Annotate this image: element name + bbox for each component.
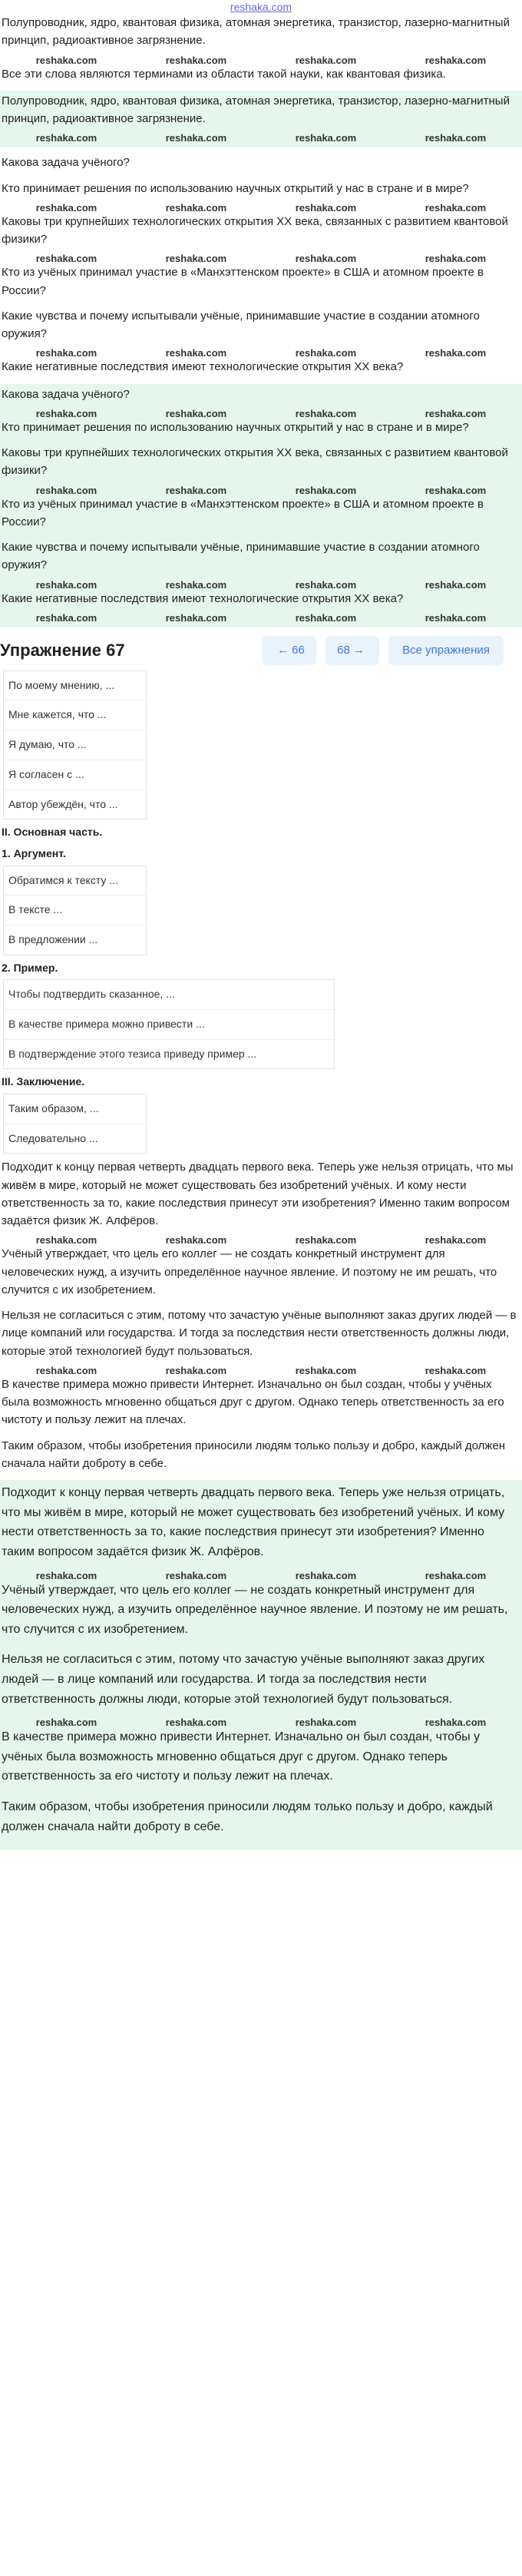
watermark: reshaka.com xyxy=(425,611,487,624)
terms-text: Полупроводник, ядро, квантовая физика, атомная энергетика, транзистор, лазерно-магнитный принцип, радиоактивное загрязнение. xyxy=(2,16,510,48)
question: Какова задача учёного? xyxy=(2,156,130,170)
watermark: reshaka.com xyxy=(295,201,357,214)
prev-exercise-label: 66 xyxy=(292,643,305,657)
watermark: reshaka.com xyxy=(35,253,97,265)
watermark: reshaka.com xyxy=(425,253,487,265)
question: Какова задача учёного? xyxy=(2,387,130,401)
question: Кто из учёных принимал участие в «Манхэттенском проекте» в США и атомном проекте в России? xyxy=(2,266,484,297)
watermark: reshaka.com xyxy=(295,1234,357,1247)
watermark: reshaka.com xyxy=(35,578,97,591)
watermark: reshaka.com xyxy=(425,1717,487,1729)
watermark: reshaka.com xyxy=(425,484,487,496)
statement-text: Все эти слова являются терминами из области такой науки, как квантовая физика. xyxy=(2,67,446,81)
terms-highlight-text: Полупроводник, ядро, квантовая физика, атомная энергетика, транзистор, лазерно-магнитный принцип, радиоактивное загрязнение. xyxy=(2,94,510,125)
phrase-cell: Следовательно ... xyxy=(8,1131,98,1144)
watermark: reshaka.com xyxy=(425,132,487,144)
phrase-cell: Автор убеждён, что ... xyxy=(8,797,118,810)
phrase-cell: Таким образом, ... xyxy=(4,1094,146,1124)
arrow-left-icon: ← xyxy=(277,643,289,657)
watermark: reshaka.com xyxy=(295,253,357,265)
question: Кто принимает решения по использованию научных открытий у нас в стране и в мире? xyxy=(2,181,469,195)
watermark: reshaka.com xyxy=(295,578,357,591)
watermark-row xyxy=(2,612,520,624)
watermark: reshaka.com xyxy=(35,611,97,624)
main-part-title: II. Основная часть. xyxy=(2,826,103,839)
phrase-cell: В предложении ... xyxy=(8,932,98,945)
essay-paragraph: Подходит к концу первая четверть двадцать первого века. Теперь уже нельзя отрицать, что мы живём в мире, который не может существовать без изобретений учёных. И кому нести ответственность за то, какие последствия принесут эти изобретения? Именно таким вопросом задаётся физик Ж. Алфёров. xyxy=(2,1486,505,1558)
essay-paragraph: Нельзя не согласиться с этим, потому что зачастую учёные выполняют заказ других людей — в лице компаний или государства. И тогда за последствия нести ответственность должны люди, которые этой технологией будут пользоваться. xyxy=(2,1653,485,1706)
watermark: reshaka.com xyxy=(295,1717,357,1729)
phrase-cell: Чтобы подтвердить сказанное, ... xyxy=(4,980,334,1010)
intro-phrases-table xyxy=(3,670,147,819)
essay-paragraph: В качестве примера можно привести Интернет. Изначально он был создан, чтобы у учёных была возможность мгновенно общаться друг с другом. Однако теперь ответственность за его чистоту и пользу лежит на плечах. xyxy=(2,1730,481,1783)
terms-highlight xyxy=(0,91,522,148)
phrase-cell: В качестве примера можно привести ... xyxy=(4,1010,334,1040)
question: Кто принимает решения по использованию научных открытий у нас в стране и в мире? xyxy=(2,420,469,434)
watermark: reshaka.com xyxy=(165,347,227,359)
questions-plain xyxy=(0,154,522,376)
watermark: reshaka.com xyxy=(425,578,487,591)
watermark: reshaka.com xyxy=(165,484,227,496)
watermark: reshaka.com xyxy=(425,1569,487,1581)
watermark: reshaka.com xyxy=(35,201,97,214)
question: Какие чувства и почему испытывали учёные, принимавшие участие в создании атомного оружия? xyxy=(2,541,480,572)
essay-plain xyxy=(0,1158,522,1472)
argument-phrases-table xyxy=(3,866,147,955)
watermark: reshaka.com xyxy=(165,54,227,66)
watermark: reshaka.com xyxy=(425,407,487,419)
watermark: reshaka.com xyxy=(35,54,97,66)
intro-section xyxy=(0,14,522,83)
watermark: reshaka.com xyxy=(295,1364,357,1376)
phrase-cell: Я думаю, что ... xyxy=(4,730,146,760)
watermark-row xyxy=(2,132,520,144)
phrase-cell: В тексте ... xyxy=(4,896,146,925)
watermark: reshaka.com xyxy=(295,407,357,419)
watermark: reshaka.com xyxy=(165,201,227,214)
question: Какие негативные последствия имеют технологические открытия XX века? xyxy=(2,591,404,605)
watermark: reshaka.com xyxy=(295,484,357,496)
essay-paragraph: Подходит к концу первая четверть двадцать первого века. Теперь уже нельзя отрицать, что мы живём в мире, который не может существовать без изобретений учёных. И кому нести ответственность за то, какие последствия принесут эти изобретения? Именно таким вопросом задаётся физик Ж. Алфёров. xyxy=(2,1161,514,1228)
watermark: reshaka.com xyxy=(165,611,227,624)
watermark: reshaka.com xyxy=(35,132,97,144)
arrow-right-icon: → xyxy=(352,643,365,657)
watermark: reshaka.com xyxy=(35,407,97,419)
phrase-cell: Мне кажется, что ... xyxy=(4,700,146,730)
watermark: reshaka.com xyxy=(165,1717,227,1729)
next-exercise-button[interactable] xyxy=(325,636,379,665)
question: Какие негативные последствия имеют технологические открытия XX века? xyxy=(2,360,404,374)
watermark: reshaka.com xyxy=(165,1569,227,1581)
next-exercise-label: 68 xyxy=(337,643,350,657)
watermark: reshaka.com xyxy=(35,1717,97,1729)
watermark: reshaka.com xyxy=(35,1234,97,1247)
question: Каковы три крупнейших технологических открытия XX века, связанных с развитием квантовой физики? xyxy=(2,446,508,478)
watermark: reshaka.com xyxy=(425,54,487,66)
watermark: reshaka.com xyxy=(35,1569,97,1581)
watermark: reshaka.com xyxy=(165,1234,227,1247)
exercise-header xyxy=(0,635,522,666)
watermark: reshaka.com xyxy=(165,407,227,419)
example-title: 2. Пример. xyxy=(2,961,58,974)
watermark: reshaka.com xyxy=(295,1569,357,1581)
watermark: reshaka.com xyxy=(165,132,227,144)
question: Какие чувства и почему испытывали учёные, принимавшие участие в создании атомного оружия? xyxy=(2,309,480,340)
argument-title: 1. Аргумент. xyxy=(2,846,66,859)
watermark: reshaka.com xyxy=(425,347,487,359)
watermark: reshaka.com xyxy=(35,347,97,359)
essay-paragraph: Учёный утверждает, что цель его коллег — не создать конкретный инструмент для человеческих нужд, а изучить определённое научное явление. И поэтому не им решать, что случится с их изобретением. xyxy=(2,1583,508,1636)
essay-paragraph: В качестве примера можно привести Интернет. Изначально он был создан, чтобы у учёных была возможность мгновенно общаться друг с другом. Однако теперь ответственность за его чистоту и пользу лежит на плечах. xyxy=(2,1377,504,1427)
watermark: reshaka.com xyxy=(295,611,357,624)
conclusion-phrases-table xyxy=(3,1094,147,1154)
essay-paragraph: Таким образом, чтобы изобретения приносили людям только пользу и добро, каждый должен сначала найти доброту в себе. xyxy=(2,1439,506,1470)
question: Каковы три крупнейших технологических открытия XX века, связанных с развитием квантовой физики? xyxy=(2,214,508,246)
conclusion-title: III. Заключение. xyxy=(2,1075,85,1088)
phrase-cell: По моему мнению, ... xyxy=(4,671,146,701)
watermark: reshaka.com xyxy=(425,201,487,214)
phrase-cell: Я согласен с ... xyxy=(4,760,146,790)
phrase-cell: Обратимся к тексту ... xyxy=(4,866,146,896)
watermark: reshaka.com xyxy=(425,1364,487,1376)
essay-highlight xyxy=(0,1480,522,1850)
question: Кто из учёных принимал участие в «Манхэттенском проекте» в США и атомном проекте в России? xyxy=(2,497,484,528)
exercise-title: Упражнение 67 xyxy=(0,640,125,660)
prev-exercise-button[interactable] xyxy=(263,636,316,665)
questions-highlight xyxy=(0,384,522,627)
essay-paragraph: Нельзя не согласиться с этим, потому что зачастую учёные выполняют заказ других людей — в лице компаний или государства. И тогда за последствия нести ответственность должны люди, которые этой технологией будут пользоваться. xyxy=(2,1309,517,1358)
phrase-cell: В подтверждение этого тезиса приведу пример ... xyxy=(8,1047,257,1060)
watermark: reshaka.com xyxy=(425,1234,487,1247)
watermark: reshaka.com xyxy=(295,54,357,66)
watermark: reshaka.com xyxy=(295,132,357,144)
example-phrases-table xyxy=(3,979,335,1069)
essay-paragraph: Учёный утверждает, что цель его коллег — не создать конкретный инструмент для человеческих нужд, а изучить определённое научное явление. И поэтому не им решать, что случится с их изобретением. xyxy=(2,1247,497,1296)
watermark: reshaka.com xyxy=(165,578,227,591)
all-exercises-button[interactable]: Все упражнения xyxy=(388,636,504,665)
watermark: reshaka.com xyxy=(165,1364,227,1376)
site-link[interactable]: reshaka.com xyxy=(230,1,292,13)
watermark: reshaka.com xyxy=(295,347,357,359)
watermark: reshaka.com xyxy=(165,253,227,265)
watermark: reshaka.com xyxy=(35,1364,97,1376)
watermark: reshaka.com xyxy=(35,484,97,496)
essay-paragraph: Таким образом, чтобы изобретения приносили людям только пользу и добро, каждый должен сначала найти доброту в себе. xyxy=(2,1800,493,1833)
